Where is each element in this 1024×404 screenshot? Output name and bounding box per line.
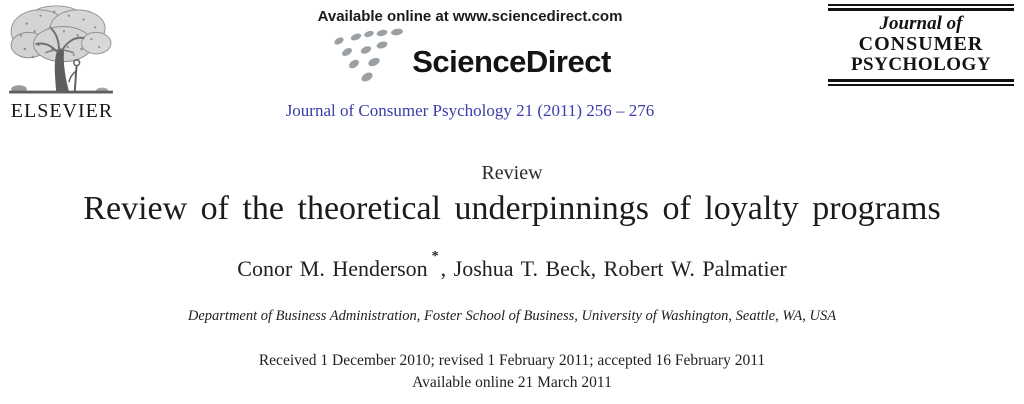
journal-box-bottom-rule-thin [828, 84, 1014, 86]
sciencedirect-logo [268, 27, 672, 89]
journal-box-bottom-rule-thick [828, 79, 1014, 82]
elsevier-wordmark: ELSEVIER [10, 100, 114, 122]
journal-box-top-rule-thin [828, 4, 1014, 6]
available-online-date: Available online 21 March 2011 [412, 374, 612, 391]
sciencedirect-wordmark: ScienceDirect [412, 44, 611, 79]
elsevier-tree-icon [6, 2, 118, 94]
journal-name-line1: Journal of [879, 13, 963, 34]
sciencedirect-banner [268, 8, 672, 121]
journal-cover-box [828, 4, 1014, 86]
author-name: Robert W. Palmatier [603, 256, 787, 281]
journal-name-line2: CONSUMER [858, 32, 984, 55]
author-separator: , [440, 256, 454, 281]
author-list [0, 248, 1024, 282]
corresponding-author-asterisk[interactable]: * [431, 248, 439, 264]
sciencedirect-dots-icon [329, 27, 409, 89]
section-label: Review [481, 162, 543, 184]
journal-name-line3: PSYCHOLOGY [850, 53, 992, 75]
affiliation-line: Department of Business Administration, Foster School of Business, University of Washington, Seattle, WA, USA [187, 308, 837, 324]
article-title: Review of the theoretical underpinnings of loyalty programs [83, 190, 941, 227]
journal-name [828, 11, 1014, 79]
author-name: Joshua T. Beck [453, 256, 591, 281]
article-history-line: Received 1 December 2010; revised 1 February 2011; accepted 16 February 2011 [258, 352, 766, 369]
available-online-text: Available online at www.sciencedirect.com [317, 8, 623, 25]
author-name: Conor M. Henderson [237, 256, 428, 281]
author-separator: , [590, 256, 604, 281]
elsevier-logo [6, 2, 118, 123]
journal-citation-link[interactable]: Journal of Consumer Psychology 21 (2011) 256 – 276 [285, 101, 655, 120]
